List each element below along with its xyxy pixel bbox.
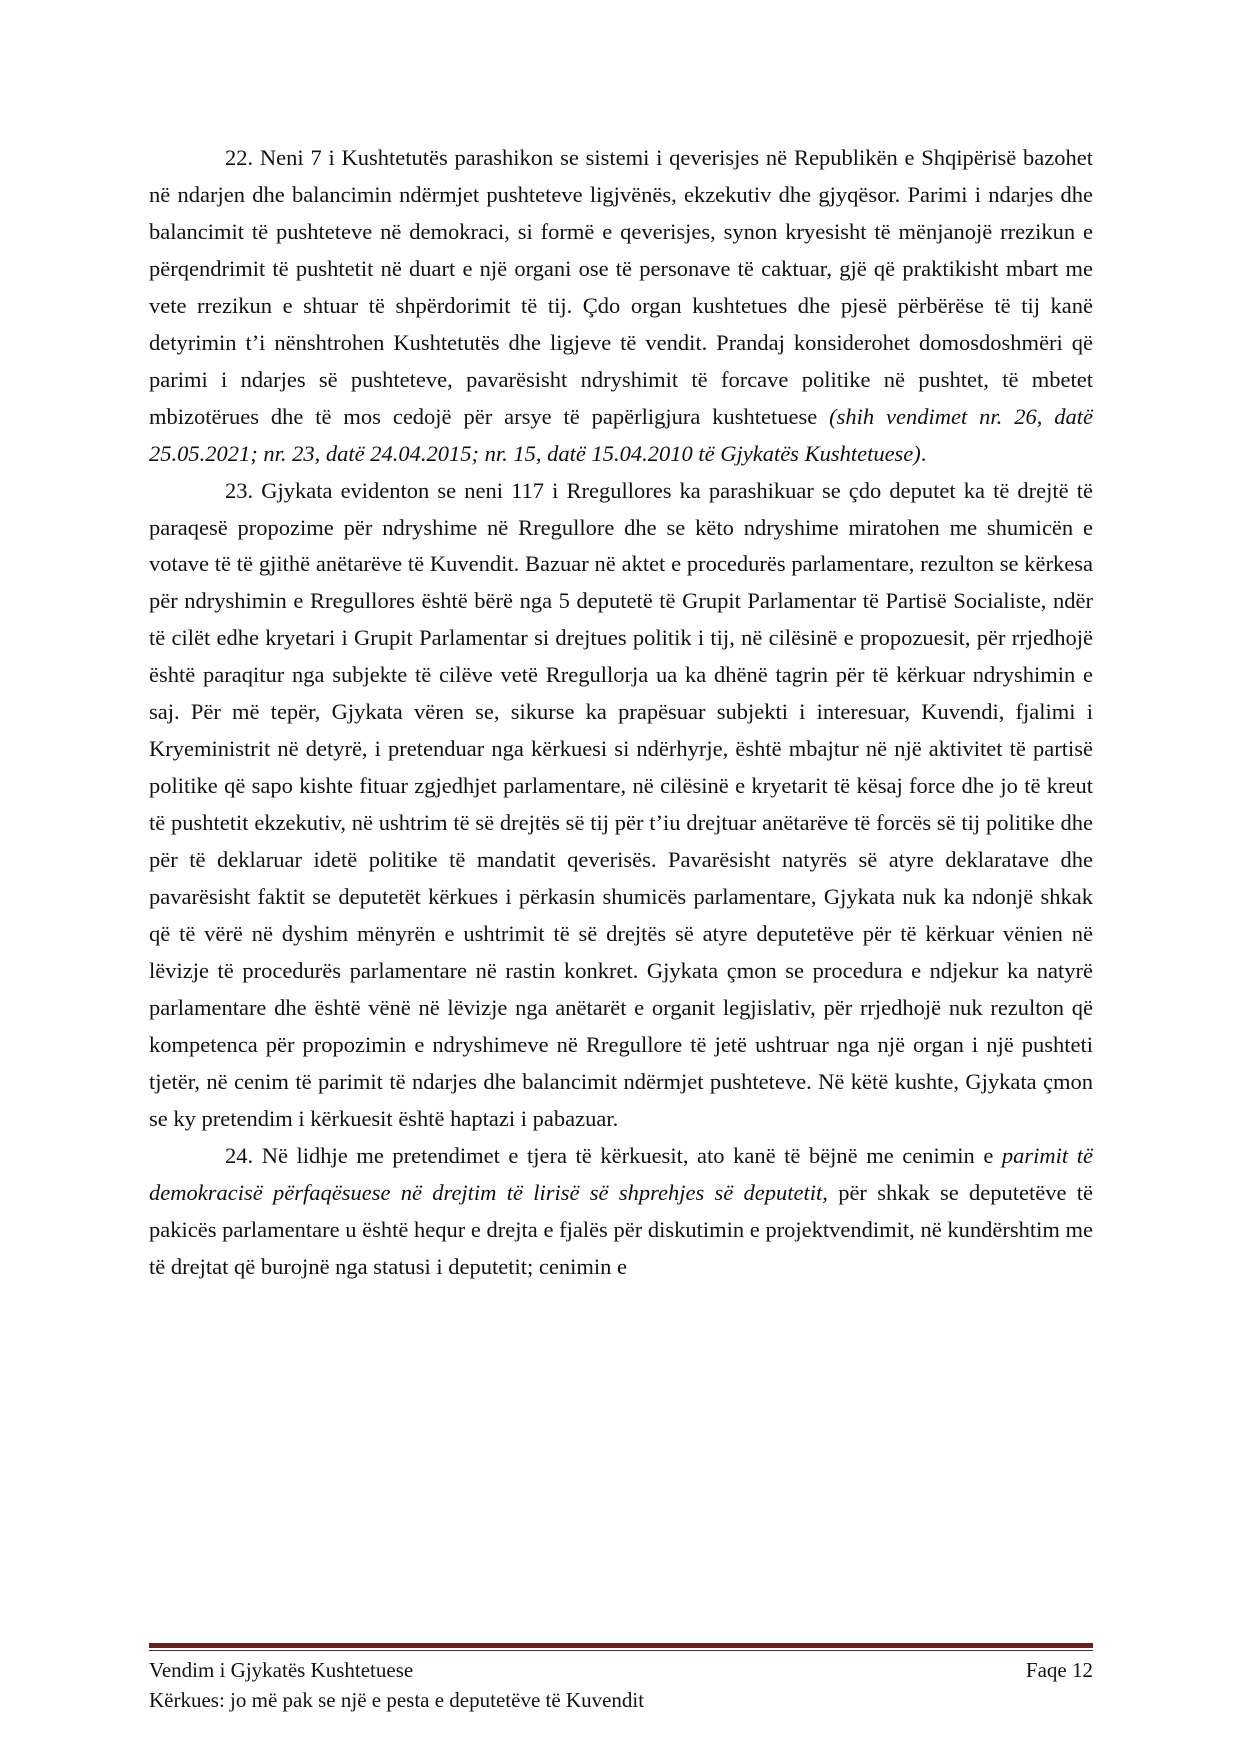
footer-subtitle: Kërkues: jo më pak se një e pesta e deputetëve të Kuvendit bbox=[149, 1688, 645, 1712]
footer-divider-thin bbox=[149, 1650, 1093, 1651]
paragraph-text: Gjykata evidenton se neni 117 i Rregullores ka parashikuar se çdo deputet ka të drejtë të paraqesë propozime për ndryshime në Rregullore dhe se këto ndryshime miratohen me shumicën e votave të të gjithë anëtarëve të Kuvendit. Bazuar në aktet e procedurës parlamentare, rezulton se kërkesa për ndryshimin e Rregullores është bërë nga 5 deputetë të Grupit Parlamentar të Partisë Socialiste, ndër të cilët edhe kryetari i Grupit Parlamentar si drejtues politik i tij, në cilësinë e propozuesit, për rrjedhojë është paraqitur nga subjekte të cilëve vetë Rregullorja ua ka dhënë tagrin për të kërkuar ndryshimin e saj. Për më tepër, Gjykata vëren se, sikurse ka prapësuar subjekti i interesuar, Kuvendi, fjalimi i Kryeministrit në detyrë, i pretenduar nga kërkuesi si ndërhyrje, është mbajtur në një aktivitet të partisë politike që sapo kishte fituar zgjedhjet parlamentare, në cilësinë e kryetarit të kësaj force dhe jo të kreut të pushtetit ekzekutiv, në ushtrim të së drejtës së tij për t’iu drejtuar anëtarëve të forcës së tij politike dhe për të deklaruar idetë politike të mandatit qeverisës. Pavarësisht natyrës së atyre deklaratave dhe pavarësisht faktit se deputetët kërkues i përkasin shumicës parlamentare, Gjykata nuk ka ndonjë shkak që të vërë në dyshim mënyrën e ushtrimit të së drejtës së atyre deputetëve për të kërkuar vënien në lëvizje të procedurës parlamentare në rastin konkret. Gjykata çmon se procedura e ndjekur ka natyrë parlamentare dhe është vënë në lëvizje nga anëtarët e organit legjislativ, për rrjedhojë nuk rezulton që kompetenca për propozimin e ndryshimeve në Rregullore të jetë ushtruar nga një organ i një pushteti tjetër, në cenim të parimit të ndarjes dhe balancimit ndërmjet pushteteve. Në këtë kushte, Gjykata çmon se ky pretendim i kërkuesit është haptazi i pabazuar. bbox=[149, 477, 1093, 1131]
page-footer bbox=[149, 1655, 1093, 1715]
footer-title: Vendim i Gjykatës Kushtetuese bbox=[149, 1658, 414, 1682]
paragraph-text: Neni 7 i Kushtetutës parashikon se sistemi i qeverisjes në Republikën e Shqipërisë bazohet në ndarjen dhe balancimin ndërmjet pushteteve ligjvënës, ekzekutiv dhe gjyqësor. Parimi i ndarjes dhe balancimit të pushteteve në demokraci, si formë e qeverisjes, synon kryesisht të mënjanojë rrezikun e përqendrimit të pushtetit në duart e një organi ose të personave të caktuar, gjë që praktikisht mbart me vete rrezikun e shtuar të shpërdorimit të tij. Çdo organ kushtetues dhe pjesë përbërëse të tij kanë detyrimin t’i nënshtrohen Kushtetutës dhe ligjeve të vendit. Prandaj konsiderohet domosdoshmëri që parimi i ndarjes së pushteteve, pavarësisht ndryshimit të forcave politike në pushtet, të mbetet mbizotërues dhe të mos cedojë për arsye të papërligjura kushtetuese bbox=[149, 145, 1093, 429]
page-number: Faqe 12 bbox=[1025, 1658, 1093, 1682]
citation-text: (shih vendimet nr. 26, datë 25.05.2021; nr. 23, datë 24.04.2015; nr. 15, datë 15.04.2010 të Gjykatës Kushtetuese) bbox=[149, 403, 1093, 466]
document-body bbox=[149, 140, 1093, 1286]
paragraph-number: 24. bbox=[225, 1142, 254, 1168]
paragraph-number: 23. bbox=[225, 477, 254, 503]
paragraph-text: . bbox=[920, 440, 927, 466]
emphasis-text: parimit të demokracisë përfaqësuese në drejtim të lirisë së shprehjes së deputetit, bbox=[149, 1142, 1093, 1205]
paragraph-text: për shkak se deputetëve të pakicës parlamentare u është hequr e drejta e fjalës për diskutimin e projektvendimit, në kundërshtim me të drejtat që burojnë nga statusi i deputetit; cenimin e bbox=[149, 1179, 1093, 1279]
paragraph-24 bbox=[149, 1138, 1093, 1286]
footer-divider bbox=[149, 1643, 1093, 1652]
paragraph-22 bbox=[149, 140, 1093, 473]
paragraph-23 bbox=[149, 473, 1093, 1138]
footer-row bbox=[149, 1655, 1093, 1685]
paragraph-text: Në lidhje me pretendimet e tjera të kërkuesit, ato kanë të bëjnë me cenimin e bbox=[261, 1142, 1002, 1168]
paragraph-number: 22. bbox=[225, 145, 254, 170]
footer-divider-thick bbox=[149, 1643, 1093, 1648]
